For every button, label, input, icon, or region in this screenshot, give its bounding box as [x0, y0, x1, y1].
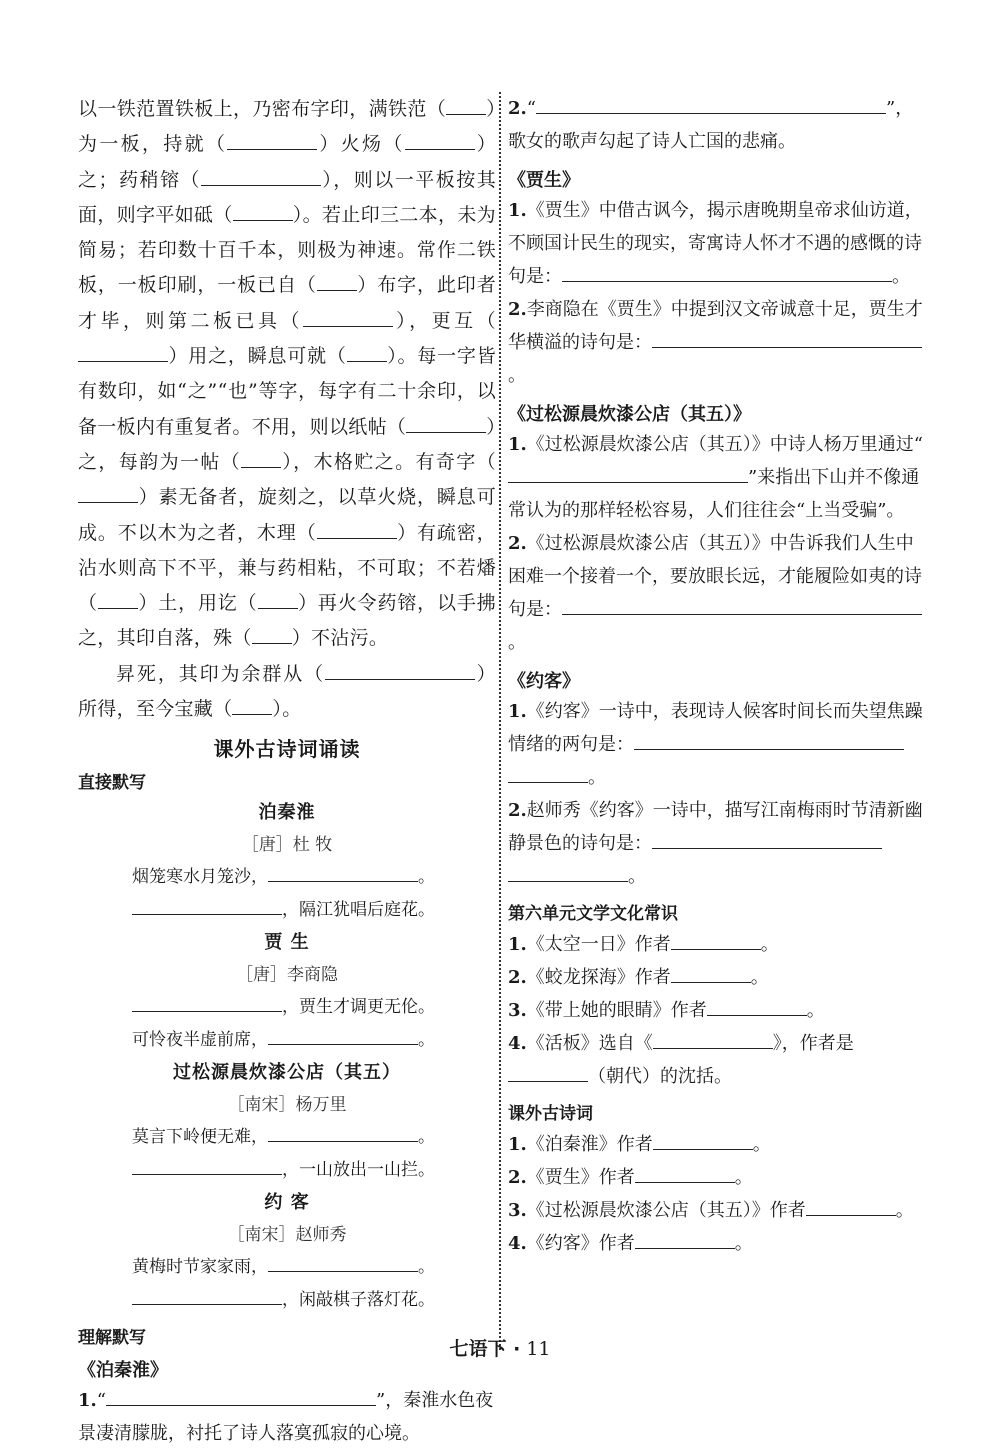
poem-line: ，隔江犹唱后庭花。	[78, 894, 496, 927]
blank[interactable]	[132, 1284, 282, 1305]
blank[interactable]	[406, 412, 486, 433]
extra-poems-heading: 课外古诗词	[508, 1104, 593, 1124]
blank[interactable]	[241, 447, 281, 468]
book-label: 七语下 ·	[449, 1338, 521, 1360]
blank[interactable]	[233, 200, 293, 221]
poem-bo-qinhuai	[78, 797, 496, 927]
blank[interactable]	[98, 588, 138, 609]
poem-author: ［南宋］杨万里	[227, 1095, 347, 1116]
question-item: 2.李商隐在《贾生》中提到汉文帝诚意十足，贾生才华横溢的诗句是：。	[508, 299, 923, 386]
blank[interactable]	[132, 1154, 282, 1175]
direct-dictation-heading: 直接默写	[78, 773, 146, 794]
blank[interactable]	[508, 861, 628, 882]
blank[interactable]	[707, 995, 807, 1016]
poem-title: 泊秦淮	[258, 802, 316, 824]
blank[interactable]	[802, 594, 922, 615]
question-item: 2.《过松源晨炊漆公店（其五）》中告诉我们人生中困难一个接着一个，要放眼长远，才能履险如夷的诗句是：。	[508, 533, 922, 653]
blank[interactable]	[325, 659, 475, 680]
section-title: 课外古诗词诵读	[213, 737, 361, 762]
poem-title: 约 客	[264, 1192, 310, 1214]
blank[interactable]	[317, 270, 357, 291]
question-item: 1.《泊秦淮》作者 。	[508, 1128, 928, 1161]
blank[interactable]	[268, 1251, 418, 1272]
blank[interactable]	[132, 991, 282, 1012]
page-number: 11	[526, 1338, 551, 1360]
blank[interactable]	[268, 1121, 418, 1142]
blank[interactable]	[303, 306, 393, 327]
poem-songyuan	[78, 1057, 496, 1187]
blank[interactable]	[227, 129, 317, 150]
poem-line: 黄梅时节家家雨， 。	[78, 1251, 496, 1284]
question-item: 3.《过松源晨炊漆公店（其五）》作者 。	[508, 1194, 928, 1227]
work-heading: 《约客》	[508, 671, 580, 692]
question-item: 4.《活板》选自《 》，作者是（朝代）的沈括。	[508, 1027, 928, 1093]
question-item: 1.《太空一日》作者 。	[508, 928, 928, 961]
poem-title: 贾 生	[264, 932, 310, 954]
understanding-dictation-heading: 理解默写	[78, 1328, 146, 1349]
blank[interactable]	[671, 929, 761, 950]
poem-author: ［南宋］赵师秀	[227, 1225, 347, 1246]
blank[interactable]	[634, 729, 904, 750]
blank[interactable]	[508, 1061, 588, 1082]
poem-title: 过松源晨炊漆公店（其五）	[173, 1062, 401, 1084]
blank[interactable]	[635, 1228, 735, 1249]
passage-paragraph-1: 以一铁范置铁板上，乃密布字印，满铁范（ ）为一板，持就（ ）火炀（ ）之；药稍镕（ ），则以一平板按其面，则字平如砥（ ）。若止印三二本，未为简易；若印数十百千本，则极为神速。常作二铁板，一板印刷，一板已自（ ）布字，此印者才毕，则第二板已具（ ），更互（）用之，瞬息可就（ ）。每一字皆有数印，如“之”“也”等字，每字有二十余印，以备一板内有重复者。不用，则以纸帖（ ）之，每韵为一帖（ ），木格贮之。有奇字（）素无备者，旋刻之，以草火烧，瞬息可成。不以木为之者，木理（ ）有疏密，沾水则高下不平，兼与药相粘，不可取；不若燔（ ）土，用讫（ ）再火令药镕，以手拂之，其印自落，殊（ ）不沾污。	[78, 92, 496, 657]
poem-line: ，闲敲棋子落灯花。	[78, 1284, 496, 1317]
poem-line: 烟笼寒水月笼沙， 。	[78, 861, 496, 894]
blank[interactable]	[652, 828, 882, 849]
blank[interactable]	[132, 894, 282, 915]
blank[interactable]	[802, 327, 922, 348]
left-column	[78, 92, 496, 1450]
work-heading: 《泊秦淮》	[78, 1360, 168, 1382]
poem-line: ，贾生才调更无伦。	[78, 991, 496, 1024]
page-footer	[0, 1334, 1000, 1361]
question-item: 2.赵师秀《约客》一诗中，描写江南梅雨时节清新幽静景色的诗句是：。	[508, 800, 923, 887]
blank[interactable]	[232, 694, 272, 715]
blank[interactable]	[671, 962, 751, 983]
work-heading: 《贾生》	[508, 170, 580, 191]
blank[interactable]	[317, 518, 397, 539]
question-item: 2.《贾生》作者 。	[508, 1161, 928, 1194]
blank[interactable]	[536, 93, 886, 114]
blank[interactable]	[252, 623, 292, 644]
work-heading: 《过松源晨炊漆公店（其五）》	[508, 404, 751, 425]
question-item: 3.《带上她的眼睛》作者 。	[508, 994, 928, 1027]
question-item: 1.《过松源晨炊漆公店（其五）》中诗人杨万里通过“”来指出下山并不像通常认为的那样轻松容易，人们往往会“上当受骗”。	[508, 434, 923, 521]
blank[interactable]	[653, 1129, 753, 1150]
poem-line: ，一山放出一山拦。	[78, 1154, 496, 1187]
question-item: 1.《贾生》中借古讽今，揭示唐晚期皇帝求仙访道，不顾国计民生的现实，寄寓诗人怀才不遇的感慨的诗句是： 。	[508, 200, 923, 287]
blank[interactable]	[792, 261, 892, 282]
blank[interactable]	[201, 165, 321, 186]
question-item: 2.《蛟龙探海》作者 。	[508, 961, 928, 994]
blank[interactable]	[106, 1385, 376, 1406]
poem-yueke	[78, 1187, 496, 1317]
blank[interactable]	[562, 261, 792, 282]
blank[interactable]	[78, 482, 138, 503]
blank[interactable]	[562, 594, 802, 615]
passage-paragraph-2: 昇死，其印为余群从（ ）所得，至今宝藏（ ）。	[78, 657, 496, 728]
blank[interactable]	[347, 341, 387, 362]
question-item: 4.《约客》作者 。	[508, 1227, 928, 1260]
question-item: 1.“ ”，秦淮水色夜景凄清朦胧，衬托了诗人落寞孤寂的心境。	[78, 1384, 496, 1450]
right-column	[508, 92, 928, 1260]
poem-jiasheng	[78, 927, 496, 1057]
question-item: 1.《约客》一诗中，表现诗人候客时间长而失望焦躁情绪的两句是：。	[508, 701, 923, 788]
blank[interactable]	[508, 762, 588, 783]
unit6-heading: 第六单元文学文化常识	[508, 904, 678, 924]
poem-author: ［唐］李商隐	[236, 965, 338, 986]
poem-line: 莫言下岭便无难， 。	[78, 1121, 496, 1154]
question-item: 2.“ ”，歌女的歌声勾起了诗人亡国的悲痛。	[508, 92, 928, 158]
blank[interactable]	[405, 129, 475, 150]
blank[interactable]	[806, 1195, 896, 1216]
column-divider	[499, 92, 501, 1350]
poem-author: ［唐］杜 牧	[241, 835, 333, 856]
blank[interactable]	[508, 462, 748, 483]
blank[interactable]	[653, 1028, 773, 1049]
blank[interactable]	[446, 94, 486, 115]
blank[interactable]	[268, 1024, 418, 1045]
blank[interactable]	[635, 1162, 735, 1183]
blank[interactable]	[652, 327, 802, 348]
blank[interactable]	[268, 861, 418, 882]
poem-line: 可怜夜半虚前席， 。	[78, 1024, 496, 1057]
blank[interactable]	[78, 341, 168, 362]
blank[interactable]	[258, 588, 298, 609]
